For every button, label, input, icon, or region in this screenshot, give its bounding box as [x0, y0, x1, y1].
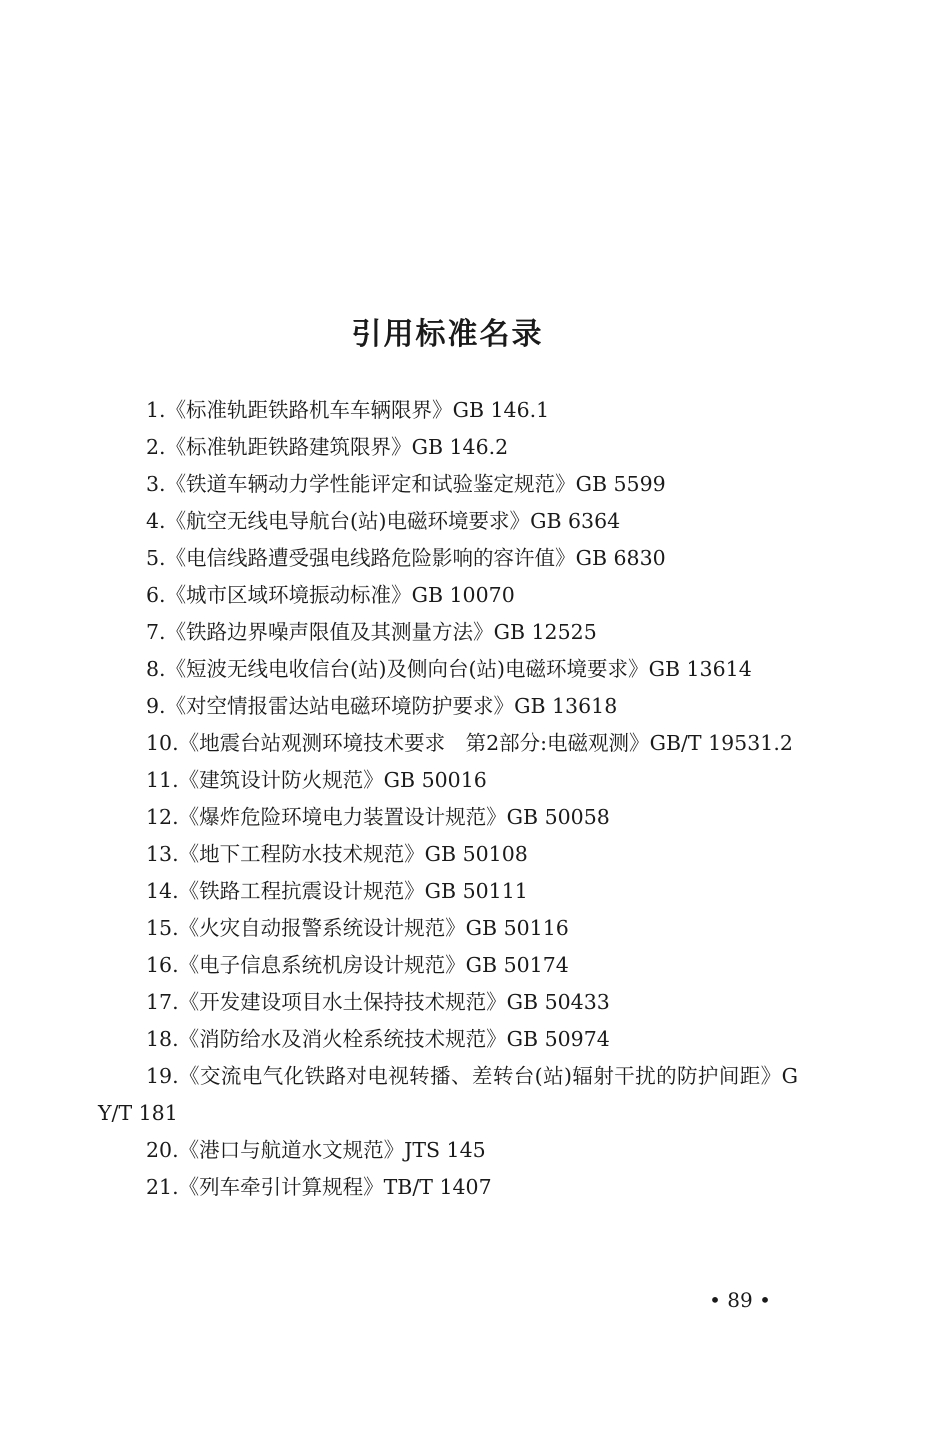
reference-number: 15.: [146, 916, 179, 940]
page-title: 引用标准名录: [351, 317, 544, 352]
reference-title: 《铁路边界噪声限值及其测量方法》: [165, 620, 494, 644]
reference-number: 4.: [146, 509, 166, 533]
reference-item: [98, 540, 798, 577]
reference-code: GB 50174: [465, 953, 569, 977]
reference-number: 7.: [146, 620, 166, 644]
reference-number: 1.: [146, 398, 166, 422]
reference-number: 10.: [146, 731, 179, 755]
reference-item: [98, 1058, 798, 1132]
reference-item: [98, 873, 798, 910]
reference-item: [98, 799, 798, 836]
reference-title: 《开发建设项目水土保持技术规范》: [178, 990, 507, 1014]
reference-title: 《消防给水及消火栓系统技术规范》: [178, 1027, 507, 1051]
reference-code: GB 13618: [514, 694, 618, 718]
reference-code: TB/T 1407: [383, 1175, 492, 1199]
reference-code: GB/T 19531.2: [649, 731, 793, 755]
reference-title: 《地震台站观测环境技术要求 第2部分:电磁观测》: [178, 731, 650, 755]
reference-number: 21.: [146, 1175, 179, 1199]
reference-title: 《列车牵引计算规程》: [178, 1175, 384, 1199]
reference-number: 6.: [146, 583, 166, 607]
reference-code: GB 5599: [575, 472, 666, 496]
reference-code: GB 13614: [648, 657, 752, 681]
reference-item: [98, 651, 798, 688]
reference-item: [98, 836, 798, 873]
reference-title: 《建筑设计防火规范》: [178, 768, 384, 792]
reference-number: 13.: [146, 842, 179, 866]
reference-title: 《对空情报雷达站电磁环境防护要求》: [165, 694, 515, 718]
reference-code: JTS 145: [404, 1138, 486, 1162]
reference-code: GB 50433: [506, 990, 610, 1014]
reference-item: [98, 466, 798, 503]
reference-title: 《铁道车辆动力学性能评定和试验鉴定规范》: [165, 472, 576, 496]
reference-item: [98, 1021, 798, 1058]
reference-title: 《爆炸危险环境电力装置设计规范》: [178, 805, 507, 829]
reference-code: GB 12525: [493, 620, 597, 644]
reference-code: GB 6364: [530, 509, 621, 533]
reference-code: GB 50016: [383, 768, 487, 792]
reference-item: [98, 984, 798, 1021]
reference-title: 《短波无线电收信台(站)及侧向台(站)电磁环境要求》: [165, 657, 649, 681]
reference-number: 17.: [146, 990, 179, 1014]
reference-item: [98, 762, 798, 799]
reference-item: [98, 429, 798, 466]
reference-title: 《港口与航道水文规范》: [178, 1138, 405, 1162]
reference-code: GY/T 181: [98, 1064, 798, 1125]
reference-number: 11.: [146, 768, 179, 792]
reference-number: 16.: [146, 953, 179, 977]
reference-item: [98, 1132, 798, 1169]
reference-title: 《地下工程防水技术规范》: [178, 842, 425, 866]
reference-code: GB 6830: [575, 546, 666, 570]
reference-code: GB 50974: [506, 1027, 610, 1051]
reference-title: 《标准轨距铁路建筑限界》: [165, 435, 412, 459]
reference-number: 12.: [146, 805, 179, 829]
reference-number: 18.: [146, 1027, 179, 1051]
reference-item: [98, 725, 798, 762]
reference-title: 《火灾自动报警系统设计规范》: [178, 916, 466, 940]
reference-code: GB 50111: [424, 879, 528, 903]
reference-number: 9.: [146, 694, 166, 718]
reference-item: [98, 947, 798, 984]
reference-number: 19.: [146, 1064, 179, 1088]
reference-title: 《城市区域环境振动标准》: [165, 583, 412, 607]
reference-item: [98, 503, 798, 540]
reference-title: 《标准轨距铁路机车车辆限界》: [165, 398, 453, 422]
reference-number: 2.: [146, 435, 166, 459]
reference-code: GB 146.2: [411, 435, 509, 459]
reference-code: GB 10070: [411, 583, 515, 607]
reference-number: 8.: [146, 657, 166, 681]
reference-code: GB 50108: [424, 842, 528, 866]
reference-number: 5.: [146, 546, 166, 570]
reference-code: GB 50058: [506, 805, 610, 829]
reference-title: 《电信线路遭受强电线路危险影响的容许值》: [165, 546, 576, 570]
reference-number: 14.: [146, 879, 179, 903]
reference-title: 《交流电气化铁路对电视转播、差转台(站)辐射干扰的防护间距》: [178, 1064, 782, 1088]
reference-title: 《铁路工程抗震设计规范》: [178, 879, 425, 903]
reference-title: 《航空无线电导航台(站)电磁环境要求》: [165, 509, 531, 533]
reference-list: [98, 392, 798, 1206]
reference-item: [98, 392, 798, 429]
reference-code: GB 146.1: [452, 398, 550, 422]
reference-item: [98, 614, 798, 651]
reference-item: [98, 910, 798, 947]
reference-item: [98, 688, 798, 725]
reference-number: 3.: [146, 472, 166, 496]
reference-title: 《电子信息系统机房设计规范》: [178, 953, 466, 977]
reference-item: [98, 577, 798, 614]
page-number: • 89 •: [709, 1288, 771, 1312]
reference-number: 20.: [146, 1138, 179, 1162]
reference-code: GB 50116: [465, 916, 569, 940]
reference-item: [98, 1169, 798, 1206]
